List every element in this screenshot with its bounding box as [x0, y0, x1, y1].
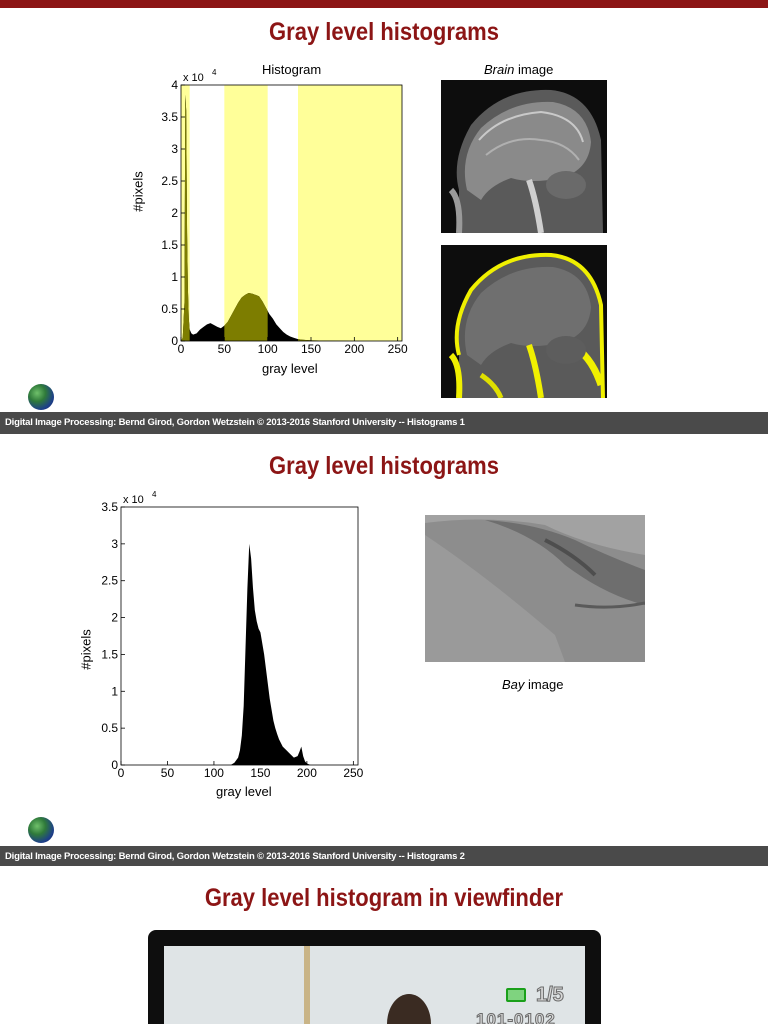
person-head — [387, 994, 431, 1024]
y-axis-label: #pixels — [130, 171, 146, 212]
x-tick-label-1: 50 — [217, 342, 232, 356]
y-scale-label: x 10 — [183, 72, 204, 84]
brain-caption-emphasis: Brain — [484, 62, 515, 77]
x-axis-label: gray level — [262, 361, 318, 376]
bay-image — [425, 515, 645, 662]
y-tick-label-3: 1.5 — [161, 238, 178, 252]
y-tick-label-1: 0.5 — [161, 302, 178, 316]
x-tick-label-1: 50 — [160, 766, 175, 780]
y-tick-label-4: 2 — [171, 206, 178, 220]
bay-caption-emphasis: Bay — [502, 677, 525, 692]
slide-3 — [0, 870, 768, 1024]
y-tick-label-2: 1 — [111, 684, 118, 699]
x-tick-label-4: 200 — [344, 342, 365, 356]
slide-title: Gray level histograms — [269, 452, 499, 480]
y-tick-label-5: 2.5 — [161, 174, 178, 188]
histogram-chart-brain — [150, 62, 420, 362]
y-scale-exponent: 4 — [212, 68, 217, 77]
x-tick-label-2: 100 — [203, 766, 224, 780]
plot-frame — [121, 507, 358, 765]
y-tick-label-8: 4 — [171, 78, 178, 92]
y-tick-label-3: 1.5 — [101, 647, 118, 662]
histogram-chart-bay — [88, 484, 388, 784]
viewfinder-counter: 1/5 — [536, 984, 564, 1006]
globe-icon — [28, 384, 54, 410]
globe-icon — [28, 817, 54, 843]
y-tick-label-5: 2.5 — [101, 573, 118, 588]
x-tick-label-2: 100 — [257, 342, 278, 356]
slide-2 — [0, 442, 768, 866]
y-tick-label-2: 1 — [171, 270, 178, 284]
slide-top-bar — [0, 0, 768, 8]
chart-title: Histogram — [262, 62, 322, 77]
x-tick-label-3: 150 — [300, 342, 322, 356]
slide-title: Gray level histograms — [269, 18, 499, 46]
x-tick-label-0: 0 — [117, 766, 125, 780]
x-tick-label-5: 250 — [387, 342, 408, 356]
histogram-area — [121, 544, 358, 765]
slide-title: Gray level histogram in viewfinder — [204, 884, 564, 912]
bay-landscape-graphic — [425, 515, 645, 662]
x-tick-label-5: 250 — [343, 766, 364, 780]
y-axis-label: #pixels — [78, 629, 94, 670]
viewfinder-folder: 101-0102 — [476, 1010, 556, 1024]
y-tick-label-6: 3 — [171, 142, 178, 156]
brain-caption-rest: image — [514, 62, 554, 77]
y-tick-label-7: 3.5 — [161, 110, 178, 124]
y-tick-label-4: 2 — [111, 610, 118, 625]
viewfinder-frame — [148, 930, 601, 1024]
bay-image-caption — [502, 677, 563, 692]
brain-mri-highlighted-graphic — [441, 245, 607, 398]
slide-footer: Digital Image Processing: Bernd Girod, Gordon Wetzstein © 2013-2016 Stanford University -- Histograms 2 — [0, 846, 768, 866]
x-tick-label-3: 150 — [250, 766, 271, 780]
highlight-band-2 — [298, 85, 402, 341]
viewfinder-pole — [304, 946, 310, 1024]
y-tick-label-0: 0 — [171, 334, 178, 348]
slide-footer: Digital Image Processing: Bernd Girod, Gordon Wetzstein © 2013-2016 Stanford University -- Histograms 1 — [0, 412, 768, 434]
y-tick-label-1: 0.5 — [101, 721, 118, 736]
x-tick-label-0: 0 — [177, 342, 185, 356]
viewfinder-display — [164, 946, 585, 1024]
brain-image-highlighted — [441, 245, 607, 398]
brain-mri-graphic — [441, 80, 607, 233]
x-axis-label: gray level — [216, 784, 272, 799]
y-scale-exponent: 4 — [152, 490, 157, 499]
brain-image-original — [441, 80, 607, 233]
slide-1 — [0, 0, 768, 434]
battery-icon — [506, 988, 526, 1002]
bay-caption-rest: image — [524, 677, 564, 692]
y-tick-label-6: 3 — [111, 536, 118, 551]
y-scale-label: x 10 — [123, 494, 144, 506]
y-tick-label-7: 3.5 — [101, 500, 118, 514]
brain-image-caption — [484, 62, 553, 77]
y-tick-label-0: 0 — [111, 758, 118, 772]
x-tick-label-4: 200 — [296, 766, 317, 780]
